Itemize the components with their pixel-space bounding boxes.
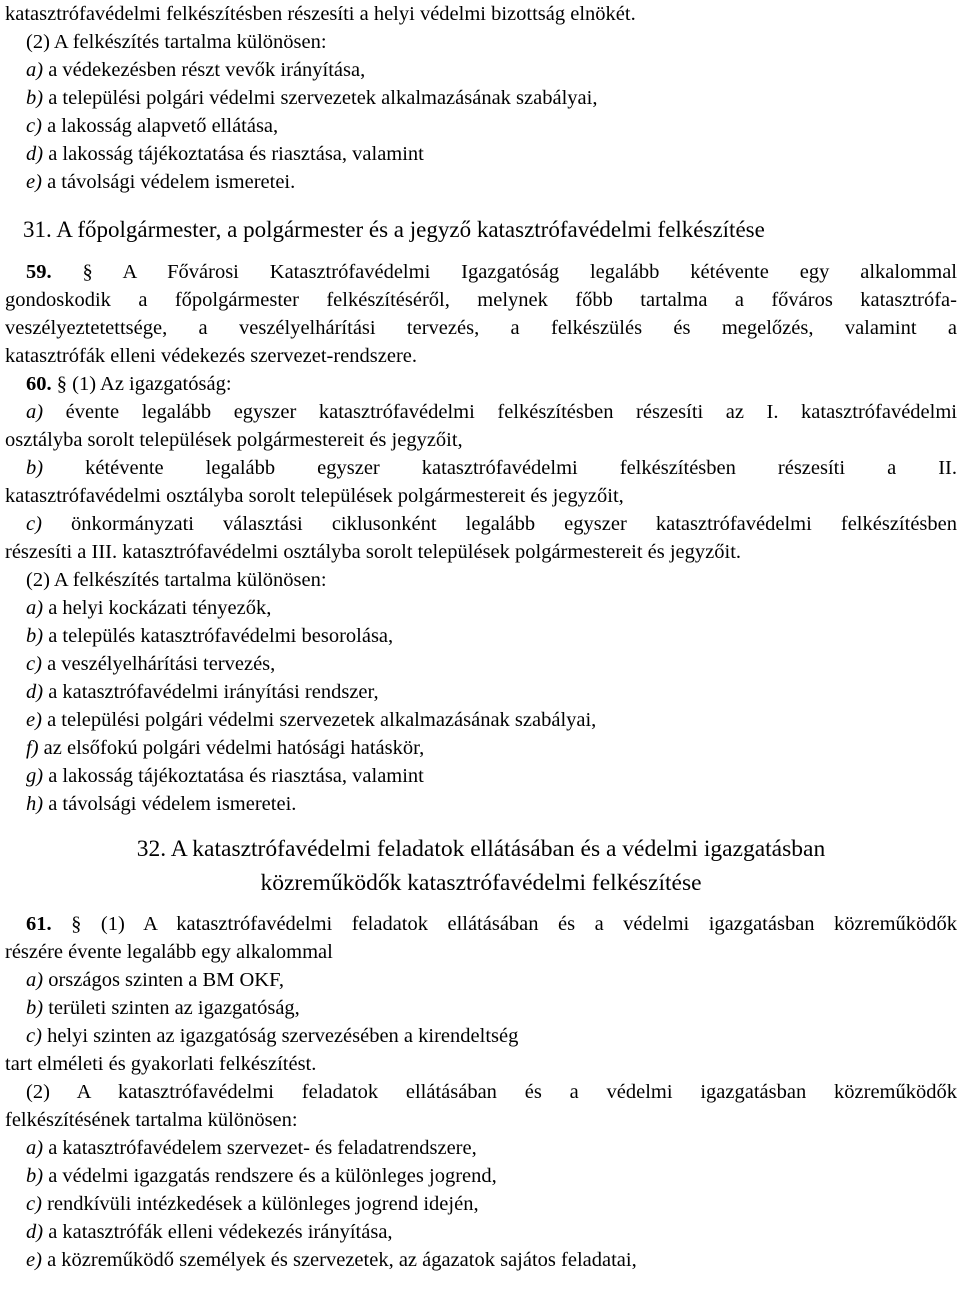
list-letter: a) bbox=[26, 401, 44, 423]
text-line: felkészítésének tartalma különösen: bbox=[5, 1109, 298, 1131]
list-text: a katasztrófavédelem szervezet- és feladatrendszere, bbox=[43, 1137, 477, 1159]
list-item bbox=[5, 622, 957, 650]
list-item bbox=[5, 762, 957, 790]
list-item bbox=[5, 966, 957, 994]
section-heading-31: 31. A főpolgármester, a polgármester és a jegyző katasztrófavédelmi felkészítése bbox=[23, 217, 765, 242]
list-item bbox=[5, 734, 957, 762]
list-text: a helyi kockázati tényezők, bbox=[43, 597, 272, 619]
line-text: önkormányzati választási ciklusonként legalább egyszer katasztrófavédelmi felkészítésben bbox=[41, 513, 957, 535]
paragraph-59 bbox=[5, 258, 957, 370]
paragraph-61 bbox=[5, 910, 957, 1134]
text-line bbox=[5, 910, 957, 938]
list-letter: c) bbox=[26, 1193, 42, 1215]
list-item bbox=[5, 112, 957, 140]
list-letter: d) bbox=[26, 143, 44, 165]
list-letter: b) bbox=[26, 87, 44, 109]
section-sign: § bbox=[82, 261, 93, 283]
list-letter: a) bbox=[26, 59, 44, 81]
list-text: a távolsági védelem ismeretei. bbox=[41, 171, 296, 193]
list-letter: f) bbox=[26, 737, 39, 759]
list-letter: g) bbox=[26, 765, 44, 787]
text-line bbox=[5, 370, 957, 398]
list-text: rendkívüli intézkedések a különleges jogrend idején, bbox=[41, 1193, 479, 1215]
list-content-3 bbox=[5, 1134, 957, 1274]
list-item bbox=[5, 790, 957, 818]
list-letter: h) bbox=[26, 793, 44, 815]
list-letter: c) bbox=[26, 653, 42, 675]
list-text: a védekezésben részt vevők irányítása, bbox=[43, 59, 366, 81]
list-text: területi szinten az igazgatóság, bbox=[43, 997, 300, 1019]
document-page bbox=[5, 0, 957, 1274]
text-line: (2) A felkészítés tartalma különösen: bbox=[26, 31, 327, 53]
text-line: katasztrófavédelmi osztályba sorolt települések polgármestereit és jegyzőit, bbox=[5, 485, 624, 507]
list-text: az elsőfokú polgári védelmi hatósági hatáskör, bbox=[38, 737, 425, 759]
list-item bbox=[5, 1134, 957, 1162]
text-line: (2) A felkészítés tartalma különösen: bbox=[26, 569, 327, 591]
list-item bbox=[5, 650, 957, 678]
text-line: (2) A katasztrófavédelmi feladatok ellátásában és a védelmi igazgatásban közreműködők bbox=[26, 1081, 957, 1103]
text-line: osztályba sorolt települések polgármestereit és jegyzőit, bbox=[5, 429, 463, 451]
list-letter: c) bbox=[26, 513, 42, 535]
heading-line: közreműködők katasztrófavédelmi felkészítése bbox=[260, 870, 702, 896]
line-text: (1) Az igazgatóság: bbox=[67, 373, 232, 395]
list-text: a katasztrófák elleni védekezés irányítása, bbox=[43, 1221, 393, 1243]
list-letter: b) bbox=[26, 1165, 44, 1187]
list-item bbox=[5, 168, 957, 196]
list-item bbox=[5, 1022, 957, 1050]
line-text: (1) A katasztrófavédelmi feladatok ellátásában és a védelmi igazgatásban közreműködők bbox=[81, 913, 957, 935]
list-text: a település katasztrófavédelmi besorolása, bbox=[43, 625, 394, 647]
list-content-1 bbox=[5, 56, 957, 196]
list-letter: d) bbox=[26, 1221, 44, 1243]
list-text: a települési polgári védelmi szervezetek alkalmazásának szabályai, bbox=[41, 709, 597, 731]
text-line bbox=[5, 258, 957, 286]
text-line bbox=[5, 398, 957, 426]
list-letter: e) bbox=[26, 171, 42, 193]
paragraph-number: 61. bbox=[26, 913, 52, 935]
list-item bbox=[5, 1190, 957, 1218]
list-letter: e) bbox=[26, 709, 42, 731]
list-item bbox=[5, 994, 957, 1022]
list-text: a védelmi igazgatás rendszere és a különleges jogrend, bbox=[43, 1165, 497, 1187]
list-letter: b) bbox=[26, 997, 44, 1019]
list-item bbox=[5, 1246, 957, 1274]
list-text: a települési polgári védelmi szervezetek alkalmazásának szabályai, bbox=[43, 87, 598, 109]
list-item bbox=[5, 56, 957, 84]
list-item bbox=[5, 706, 957, 734]
heading-line: 32. A katasztrófavédelmi feladatok ellátásában és a védelmi igazgatásban bbox=[136, 836, 826, 862]
list-letter: a) bbox=[26, 969, 44, 991]
text-line: gondoskodik a főpolgármester felkészítéséről, melynek főbb tartalma a főváros katasztrófa- bbox=[5, 289, 957, 311]
text-line: részesíti a III. katasztrófavédelmi osztályba sorolt települések polgármestereit és jegyzőit. bbox=[5, 541, 742, 563]
list-text: a katasztrófavédelmi irányítási rendszer, bbox=[43, 681, 379, 703]
section-sign: § bbox=[71, 913, 82, 935]
section-sign: § bbox=[56, 373, 67, 395]
list-letter: e) bbox=[26, 1249, 42, 1271]
list-text: a lakosság tájékoztatása és riasztása, valamint bbox=[43, 143, 424, 165]
text-line: tart elméleti és gyakorlati felkészítést. bbox=[5, 1053, 317, 1075]
list-letter: c) bbox=[26, 115, 42, 137]
list-item bbox=[5, 1218, 957, 1246]
text-line bbox=[5, 510, 957, 538]
line-text: A Fővárosi Katasztrófavédelmi Igazgatóság legalább kétévente egy alkalommal bbox=[92, 261, 957, 283]
paragraph-number: 59. bbox=[26, 261, 52, 283]
text-line bbox=[5, 454, 957, 482]
list-text: a veszélyelhárítási tervezés, bbox=[41, 653, 276, 675]
list-item bbox=[5, 140, 957, 168]
list-text: a lakosság alapvető ellátása, bbox=[41, 115, 279, 137]
list-item bbox=[5, 594, 957, 622]
paragraph-number: 60. bbox=[26, 373, 52, 395]
paragraph-60 bbox=[5, 370, 957, 594]
list-letter: d) bbox=[26, 681, 44, 703]
text-line: veszélyeztetettsége, a veszélyelhárítási tervezés, a felkészülés és megelőzés, valamint a bbox=[5, 317, 957, 339]
list-item bbox=[5, 1162, 957, 1190]
list-content-2 bbox=[5, 594, 957, 818]
list-item bbox=[5, 84, 957, 112]
list-text: helyi szinten az igazgatóság szervezésében a kirendeltség bbox=[41, 1025, 519, 1047]
section-heading-32 bbox=[5, 832, 957, 900]
list-letter: c) bbox=[26, 1025, 42, 1047]
list-letter: b) bbox=[26, 457, 44, 479]
list-letter: a) bbox=[26, 597, 44, 619]
list-item bbox=[5, 678, 957, 706]
list-text: országos szinten a BM OKF, bbox=[43, 969, 284, 991]
list-letter: a) bbox=[26, 1137, 44, 1159]
list-text: a lakosság tájékoztatása és riasztása, valamint bbox=[43, 765, 424, 787]
line-text: kétévente legalább egyszer katasztrófavédelmi felkészítésben részesíti a II. bbox=[43, 457, 957, 479]
text-line: katasztrófák elleni védekezés szervezet-rendszere. bbox=[5, 345, 418, 367]
text-line: katasztrófavédelmi felkészítésben részesíti a helyi védelmi bizottság elnökét. bbox=[5, 3, 636, 25]
text-line: részére évente legalább egy alkalommal bbox=[5, 941, 333, 963]
list-text: a távolsági védelem ismeretei. bbox=[43, 793, 297, 815]
line-text: évente legalább egyszer katasztrófavédelmi felkészítésben részesíti az I. katasztrófavédelmi bbox=[43, 401, 957, 423]
list-text: a közreműködő személyek és szervezetek, az ágazatok sajátos feladatai, bbox=[41, 1249, 637, 1271]
list-letter: b) bbox=[26, 625, 44, 647]
